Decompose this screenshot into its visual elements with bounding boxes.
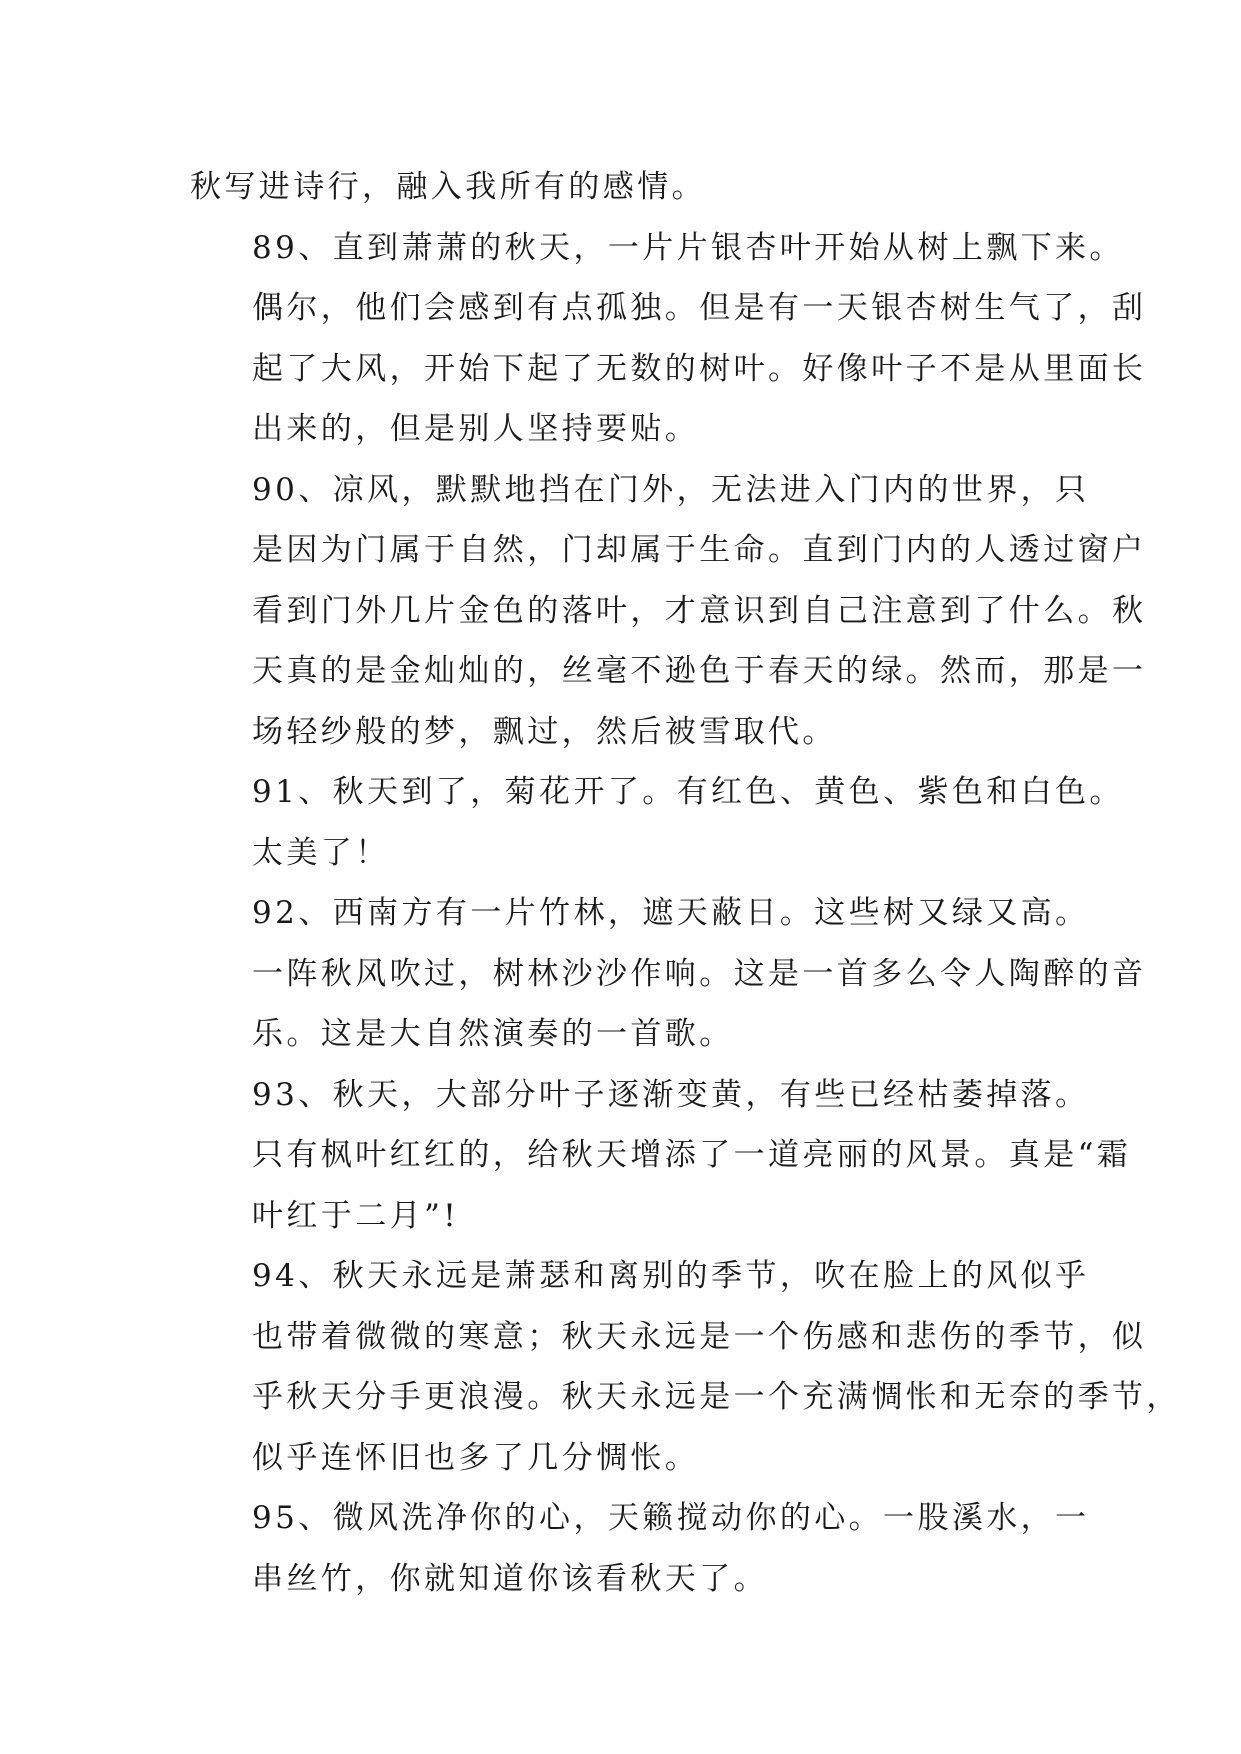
text-line: 92、西南方有一片竹林，遮天蔽日。这些树又绿又高。 xyxy=(252,895,1090,931)
text-line: 一阵秋风吹过，树林沙沙作响。这是一首多么令人陶醉的音 xyxy=(252,955,1147,992)
text-line: 是因为门属于自然，门却属于生命。直到门内的人透过窗户 xyxy=(252,532,1147,568)
text-line: 90、凉风，默默地挡在门外，无法进入门内的世界，只 xyxy=(252,471,1090,508)
paragraph xyxy=(190,762,1124,883)
text-line: 91、秋天到了，菊花开了。有红色、黄色、紫色和白色。 xyxy=(252,774,1124,810)
paragraph xyxy=(190,1488,1090,1609)
paragraph xyxy=(190,460,1147,763)
paragraph xyxy=(190,1246,1181,1488)
text-line: 94、秋天永远是萧瑟和离别的季节，吹在脸上的风似乎 xyxy=(252,1258,1090,1294)
text-line: 串丝竹，你就知道你该看秋天了。 xyxy=(252,1560,768,1597)
text-line: 场轻纱般的梦，飘过，然后被雪取代。 xyxy=(252,713,837,750)
text-line: 看到门外几片金色的落叶，才意识到自己注意到了什么。秋 xyxy=(252,592,1147,629)
text-line: 95、微风洗净你的心，天籁搅动你的心。一股溪水，一 xyxy=(252,1500,1090,1536)
text-line: 太美了！ xyxy=(252,834,390,871)
text-line: 乎秋天分手更浪漫。秋天永远是一个充满惆怅和无奈的季节， xyxy=(252,1379,1181,1415)
paragraph xyxy=(190,883,1147,1065)
text-line: 偶尔，他们会感到有点孤独。但是有一天银杏树生气了，刮 xyxy=(252,290,1147,326)
paragraph xyxy=(190,157,1050,218)
text-line: 出来的，但是别人坚持要贴。 xyxy=(252,411,700,447)
paragraph xyxy=(190,1065,1132,1247)
text-line: 89、直到萧萧的秋天，一片片银杏叶开始从树上飘下来。 xyxy=(252,229,1124,266)
text-line: 天真的是金灿灿的，丝毫不逊色于春天的绿。然而，那是一 xyxy=(252,653,1147,689)
text-line: 叶红于二月”! xyxy=(252,1197,460,1234)
text-line: 乐。这是大自然演奏的一首歌。 xyxy=(252,1016,734,1052)
text-line: 起了大风，开始下起了无数的树叶。好像叶子不是从里面长 xyxy=(252,350,1147,387)
document-body xyxy=(190,157,1181,1609)
text-line: 也带着微微的寒意；秋天永远是一个伤感和悲伤的季节，似 xyxy=(252,1318,1147,1355)
text-line: 只有枫叶红红的，给秋天增添了一道亮丽的风景。真是“霜 xyxy=(252,1137,1132,1173)
paragraph xyxy=(190,218,1147,460)
text-line: 秋写进诗行，融入我所有的感情。 xyxy=(190,169,706,205)
text-line: 93、秋天，大部分叶子逐渐变黄，有些已经枯萎掉落。 xyxy=(252,1076,1090,1113)
text-line: 似乎连怀旧也多了几分惆怅。 xyxy=(252,1439,700,1476)
